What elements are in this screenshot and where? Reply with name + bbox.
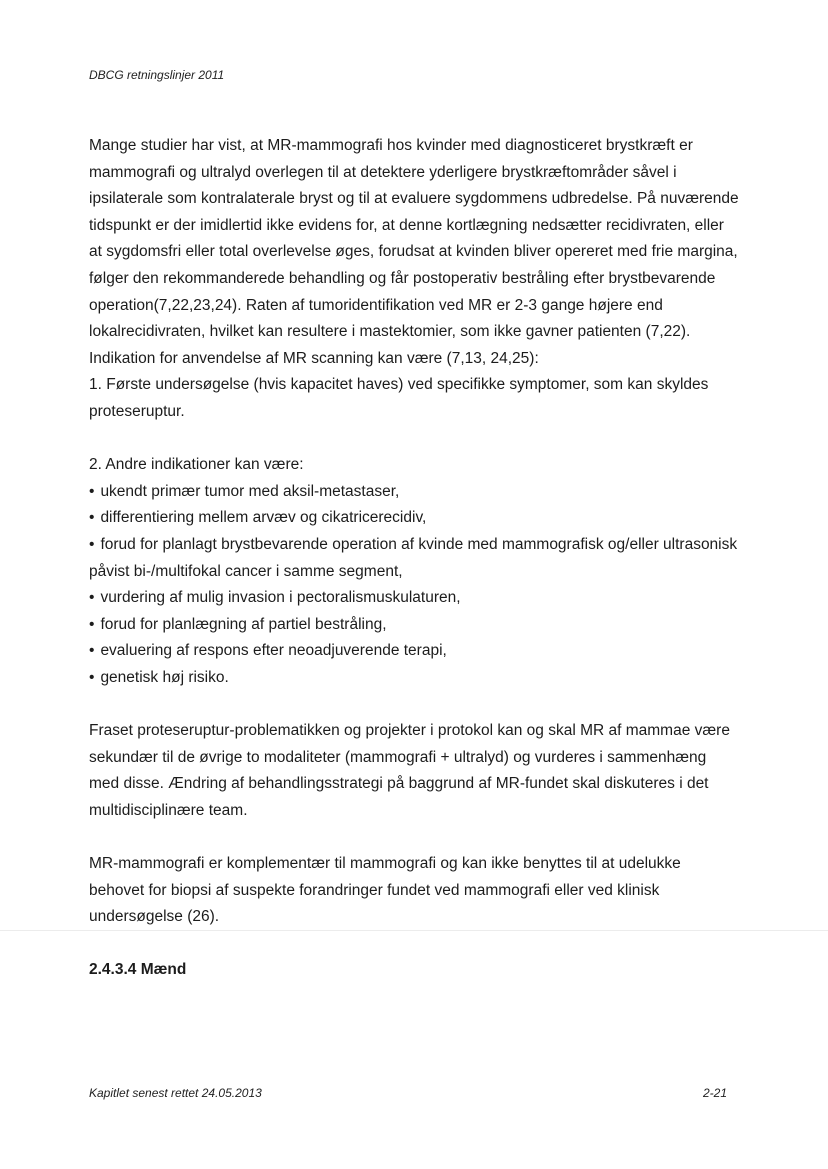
scan-artifact-line xyxy=(0,930,828,931)
list-item: • forud for planlagt brystbevarende operation af kvinde med mammografisk og/eller ultrasonisk påvist bi-/multifokal cancer i samme segment, xyxy=(89,532,739,585)
indication-item-2-intro: 2. Andre indikationer kan være: xyxy=(89,456,304,474)
indication-bullet-list xyxy=(89,479,739,692)
list-item: • vurdering af mulig invasion i pectoralismuskulaturen, xyxy=(89,585,739,612)
paragraph-mr-studies: Mange studier har vist, at MR-mammografi hos kvinder med diagnosticeret brystkræft er mammografi og ultralyd overlegen til at detektere yderligere brystkræftområder såvel i ipsilaterale som kontralaterale bryst og til at evaluere sygdommens udbredelse. På nuværende tidspunkt er der imidlertid ikke evidens for, at denne kortlægning nedsætter recidivraten, eller at sygdomsfri eller total overlevelse øges, forudsat at kvinden bliver opereret med frie margina, følger den rekommanderede behandling og får postoperativ bestråling efter brystbevarende operation(7,22,23,24). Raten af tumoridentifikation ved MR er 2-3 gange højere end lokalrecidivraten, hvilket kan resultere i mastektomier, som ikke gavner patienten (7,22). Indikation for anvendelse af MR scanning kan være (7,13, 24,25): xyxy=(89,137,739,367)
list-item: • evaluering af respons efter neoadjuverende terapi, xyxy=(89,638,739,665)
indication-item-1: 1. Første undersøgelse (hvis kapacitet haves) ved specifikke symptomer, som kan skyldes proteseruptur. xyxy=(89,376,709,420)
list-item: • differentiering mellem arvæv og cikatricerecidiv, xyxy=(89,505,739,532)
document-body xyxy=(89,133,739,984)
paragraph-complementary: MR-mammografi er komplementær til mammografi og kan ikke benyttes til at udelukke behovet for biopsi af suspekte forandringer fundet ved mammografi eller ved klinisk undersøgelse (26). xyxy=(89,855,681,926)
running-header: DBCG retningslinjer 2011 xyxy=(89,68,225,82)
list-item: • forud for planlægning af partiel bestråling, xyxy=(89,612,739,639)
list-item: • genetisk høj risiko. xyxy=(89,665,739,692)
page-number: 2-21 xyxy=(702,1086,727,1100)
paragraph-secondary-modality: Fraset proteseruptur-problematikken og projekter i protokol kan og skal MR af mammae være sekundær til de øvrige to modaliteter (mammografi + ultralyd) og vurderes i sammenhæng med disse. Ændring af behandlingsstrategi på baggrund af MR-fundet skal diskuteres i det multidisciplinære team. xyxy=(89,722,730,819)
footer-revision-date: Kapitlet senest rettet 24.05.2013 xyxy=(89,1086,262,1100)
section-heading: 2.4.3.4 Mænd xyxy=(89,961,187,979)
list-item: • ukendt primær tumor med aksil-metastaser, xyxy=(89,479,739,506)
